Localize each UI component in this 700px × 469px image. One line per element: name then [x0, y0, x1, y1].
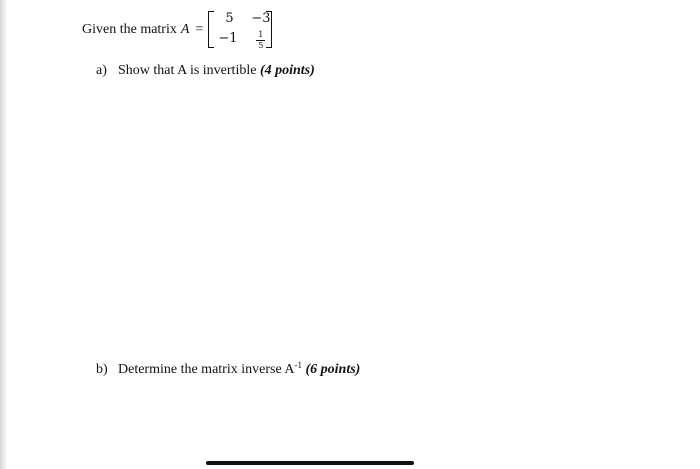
- problem-statement: [82, 10, 273, 50]
- matrix-right-bracket: [266, 11, 272, 48]
- question-a-points: (4 points): [259, 63, 315, 78]
- intro-text: Given the matrix: [82, 22, 177, 37]
- matrix-cell-r1c1: 5: [225, 11, 234, 26]
- equals-sign: =: [195, 22, 204, 37]
- fraction-numerator: 1: [258, 30, 264, 39]
- matrix-cell-r2c2-fraction: [256, 31, 265, 50]
- question-a-label: a): [96, 63, 107, 78]
- matrix-a: [207, 10, 273, 50]
- question-b: [96, 360, 360, 378]
- question-b-points: (6 points): [305, 362, 361, 377]
- question-a: [96, 63, 315, 79]
- inverse-superscript: -1: [294, 360, 302, 370]
- matrix-cell-r2c1: −1: [218, 31, 238, 46]
- home-indicator-bar[interactable]: [206, 461, 414, 465]
- question-b-text: Determine the matrix inverse A: [118, 362, 295, 377]
- matrix-left-bracket: [208, 11, 214, 48]
- page-edge-shadow: [0, 0, 7, 469]
- matrix-cell-r1c2: −3: [251, 11, 271, 26]
- matrix-variable: A: [180, 22, 190, 37]
- question-b-label: b): [96, 362, 108, 377]
- question-a-text: Show that A is invertible: [118, 63, 260, 78]
- fraction-denominator: 5: [258, 41, 264, 50]
